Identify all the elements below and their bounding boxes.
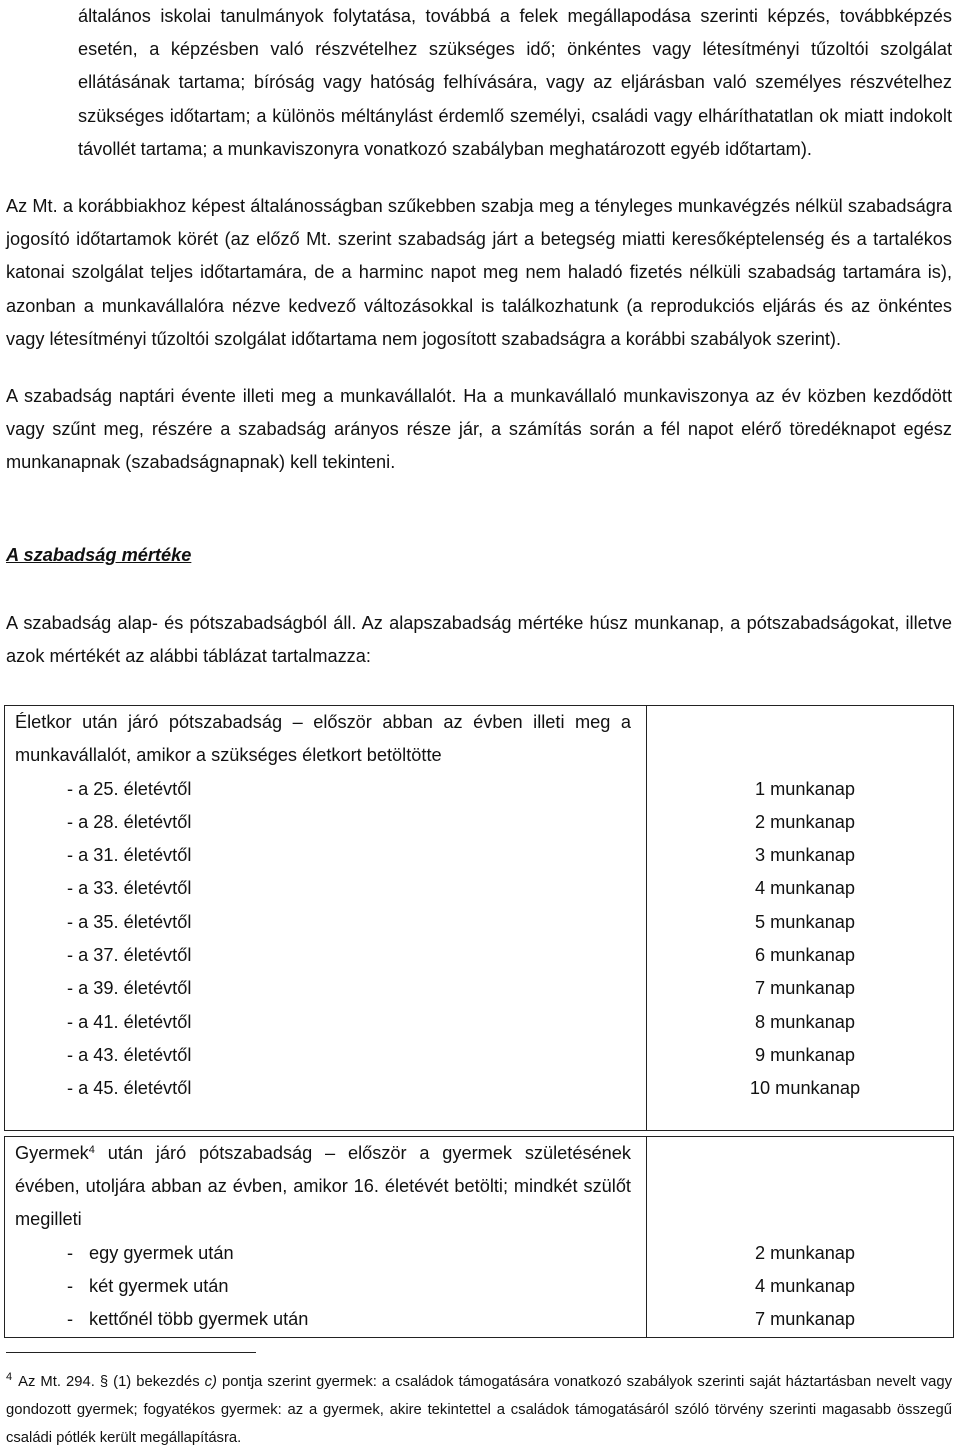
- child-table-caption: [15, 1137, 631, 1237]
- row-label: - a 39. életévtől: [67, 978, 192, 998]
- row-label: - a 43. életévtől: [67, 1045, 192, 1065]
- row-value: 3 munkanap: [754, 845, 856, 865]
- leave-measure-paragraph: A szabadság alap- és pótszabadságból áll. Az alapszabadság mértéke húsz munkanap, a pótszabadságokat, illetve azok mértékét az alábbi táblázat tartalmazza:: [6, 613, 952, 667]
- row-label: - a 45. életévtől: [67, 1078, 192, 1098]
- table-row: [15, 839, 945, 872]
- row-label: - a 31. életévtől: [67, 845, 192, 865]
- intro-paragraph: általános iskolai tanulmányok folytatása, továbbá a felek megállapodása szerinti képzés, továbbképzés esetén, a képzésben való részvételhez szükséges idő; önkéntes vagy létesítményi tűzoltói szolgálat ellátásának tartama; bíróság vagy hatóság felhívására, vagy az eljárásban való személyes részvételhez szükséges időtartam; a különös méltánylást érdemlő személyi, családi vagy elháríthatatlan ok miatt indokolt távollét tartama; a munkaviszonyra vonatkozó szabályban meghatározott egyéb időtartam).: [78, 6, 952, 159]
- row-label: - a 41. életévtől: [67, 1012, 192, 1032]
- table-row: [15, 1072, 945, 1105]
- row-value: 7 munkanap: [754, 1309, 856, 1329]
- row-value: 4 munkanap: [754, 1276, 856, 1296]
- footnote-reference[interactable]: 4: [88, 1144, 95, 1156]
- table-row: [15, 1303, 945, 1336]
- table-row: [15, 939, 945, 972]
- row-label: kettőnél több gyermek után: [89, 1309, 309, 1329]
- caption-word: Gyermek: [15, 1143, 89, 1163]
- table-row: [15, 1270, 945, 1303]
- footnote-text-a: (1) bekezdés: [113, 1374, 200, 1390]
- mt-comparison-paragraph: Az Mt. a korábbiakhoz képest általánosságban szűkebben szabja meg a tényleges munkavégzés nélkül szabadságra jogosító időtartamok körét (az előző Mt. szerint szabadság járt a betegség miatti keresőképtelenség és a tartalékos katonai szolgálat teljes időtartamára, de a harminc napot meg nem haladó fizetés nélküli szabadság tartamára is), azonban a munkavállalóra nézve kedvező változásokkal is találkozhatunk (a reprodukciós eljárás és az önkéntes vagy létesítményi tűzoltói szolgálat időtartama nem jogosított szabadságra a korábbi szabályok szerint).: [6, 196, 952, 349]
- table-row: [15, 1039, 945, 1072]
- row-value: 7 munkanap: [754, 978, 856, 998]
- row-label: két gyermek után: [89, 1276, 229, 1296]
- row-value: 10 munkanap: [749, 1078, 861, 1098]
- row-dash: -: [67, 1243, 74, 1263]
- caption-rest: után járó pótszabadság – először a gyermek születésének évében, utoljára abban az évben, amikor 16. életévét betölti; mindkét szülőt megilleti: [15, 1143, 631, 1230]
- footnote-separator: [6, 1352, 256, 1353]
- age-table-caption: Életkor után járó pótszabadság – először abban az évben illeti meg a munkavállalót, amikor a szükséges életkort betöltötte: [15, 712, 631, 766]
- child-leave-table: [4, 1136, 954, 1338]
- table-row: [15, 773, 945, 806]
- age-leave-table: [4, 705, 954, 1131]
- footnote-number: 4: [6, 1371, 13, 1383]
- table-row: [15, 906, 945, 939]
- table-row: [15, 872, 945, 905]
- row-value: 5 munkanap: [754, 912, 856, 932]
- footnote-ref: Az Mt. 294.: [18, 1374, 95, 1390]
- table-row: [15, 1237, 945, 1270]
- row-value: 6 munkanap: [754, 945, 856, 965]
- row-label: egy gyermek után: [89, 1243, 234, 1263]
- annual-entitlement-paragraph: A szabadság naptári évente illeti meg a munkavállalót. Ha a munkavállaló munkaviszonya az év közben kezdődött vagy szűnt meg, részére a szabadság arányos része jár, a számítás során a fél napot elérő töredéknapot egész munkanapnak (szabadságnapnak) kell tekinteni.: [6, 386, 952, 473]
- row-label: - a 35. életévtől: [67, 912, 192, 932]
- row-label: - a 37. életévtől: [67, 945, 192, 965]
- section-sign: §: [99, 1374, 109, 1390]
- table-row: [15, 806, 945, 839]
- row-label: - a 33. életévtől: [67, 878, 192, 898]
- table-row: [15, 972, 945, 1005]
- row-value: 4 munkanap: [754, 878, 856, 898]
- row-value: 9 munkanap: [754, 1045, 856, 1065]
- table-row: [15, 1006, 945, 1039]
- row-dash: -: [67, 1276, 74, 1296]
- row-value: 2 munkanap: [754, 1243, 856, 1263]
- footnote: [6, 1368, 952, 1452]
- row-label: - a 28. életévtől: [67, 812, 192, 832]
- footnote-text-b: pontja szerint gyermek: a családok támogatására vonatkozó szabályok szerinti saját háztartásban nevelt vagy gondozott gyermek; fogyatékos gyermek: az a gyermek, akire tekintettel a családok támogatásáról szóló törvény szerinti magasabb összegű családi pótlék került megállapításra.: [6, 1374, 952, 1446]
- section-heading: A szabadság mértéke: [6, 545, 192, 565]
- row-value: 2 munkanap: [754, 812, 856, 832]
- row-label: - a 25. életévtől: [67, 779, 192, 799]
- row-value: 1 munkanap: [754, 779, 856, 799]
- row-value: 8 munkanap: [754, 1012, 856, 1032]
- footnote-italic: c): [204, 1374, 217, 1390]
- row-dash: -: [67, 1309, 74, 1329]
